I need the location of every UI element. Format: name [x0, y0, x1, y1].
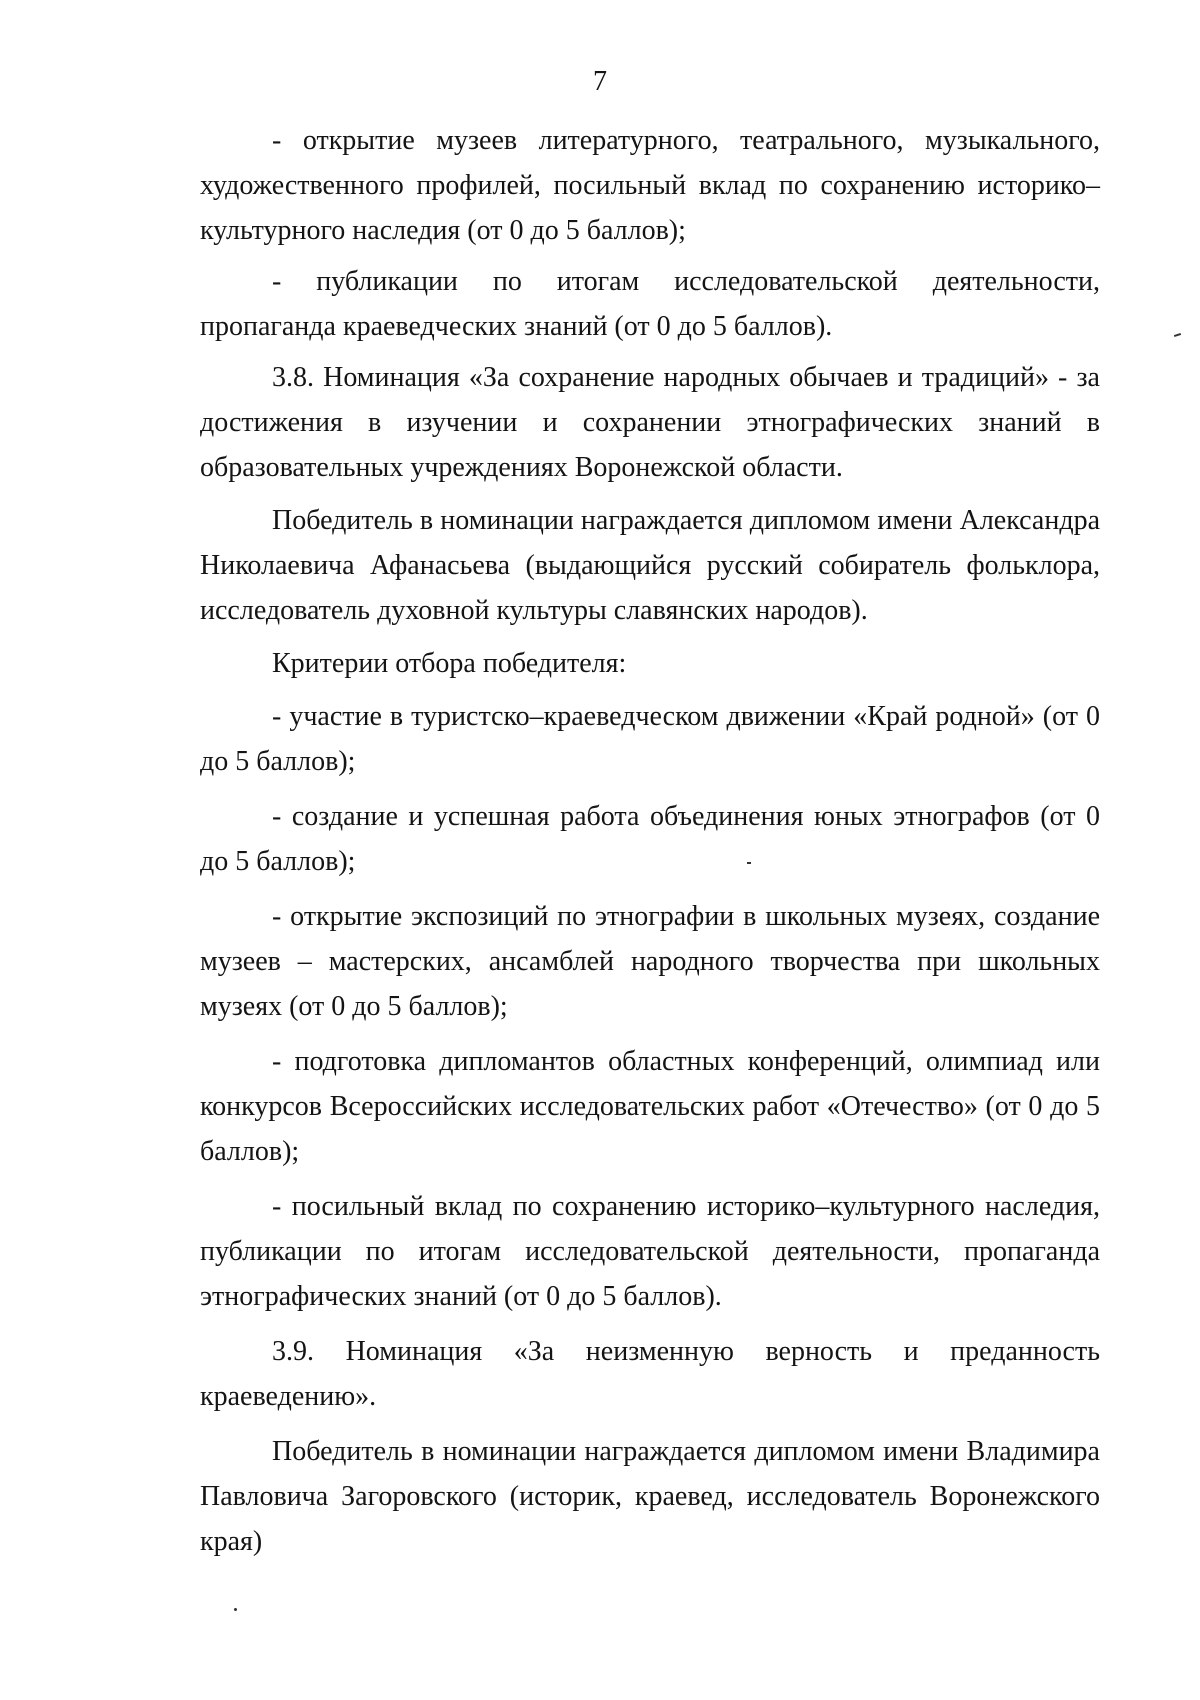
- paragraph-criterion-heritage: - посильный вклад по сохранению историко–культурного наследия, публикации по итогам исследовательской деятельности, пропаганда этнографических знаний (от 0 до 5 баллов).: [200, 1191, 1100, 1312]
- paragraph-criterion-young-ethnographers: - создание и успешная работа объединения юных этнографов (от 0 до 5 баллов);: [200, 801, 1100, 877]
- paragraph-criterion-krai-rodnoy: - участие в туристско–краеведческом движении «Край родной» (от 0 до 5 баллов);: [200, 701, 1100, 777]
- paragraph-winner-zagorovsky: Победитель в номинации награждается дипломом имени Владимира Павловича Загоровского (историк, краевед, исследователь Воронежского края): [200, 1436, 1100, 1557]
- scan-artifact-dash: [1174, 333, 1181, 337]
- document-body: [200, 118, 1100, 1572]
- paragraph-winner-afanasyev: Победитель в номинации награждается дипломом имени Александра Николаевича Афанасьева (выдающийся русский собиратель фольклора, исследователь духовной культуры славянских народов).: [200, 505, 1100, 626]
- page-number: 7: [593, 66, 607, 97]
- paragraph-criterion-ethnography-expositions: - открытие экспозиций по этнографии в школьных музеях, создание музеев – мастерских, ансамблей народного творчества при школьных музеях (от 0 до 5 баллов);: [200, 901, 1100, 1022]
- paragraph-selection-criteria-heading: Критерии отбора победителя:: [272, 648, 627, 679]
- paragraph-nomination-3-8: 3.8. Номинация «За сохранение народных обычаев и традиций» - за достижения в изучении и сохранении этнографических знаний в образовательных учреждениях Воронежской области.: [200, 362, 1100, 483]
- scan-artifact-speck: [747, 862, 751, 864]
- paragraph-criterion-diploma-winners: - подготовка дипломантов областных конференций, олимпиад или конкурсов Всероссийских исследовательских работ «Отечество» (от 0 до 5 баллов);: [200, 1046, 1100, 1167]
- paragraph-museums-criterion: - открытие музеев литературного, театрального, музыкального, художественного профилей, посильный вклад по сохранению историко–культурного наследия (от 0 до 5 баллов);: [200, 125, 1100, 246]
- scan-artifact-dot: [234, 1608, 237, 1611]
- paragraph-publications-criterion: - публикации по итогам исследовательской деятельности, пропаганда краеведческих знаний (от 0 до 5 баллов).: [200, 266, 1100, 342]
- paragraph-nomination-3-9: 3.9. Номинация «За неизменную верность и преданность краеведению».: [200, 1336, 1100, 1412]
